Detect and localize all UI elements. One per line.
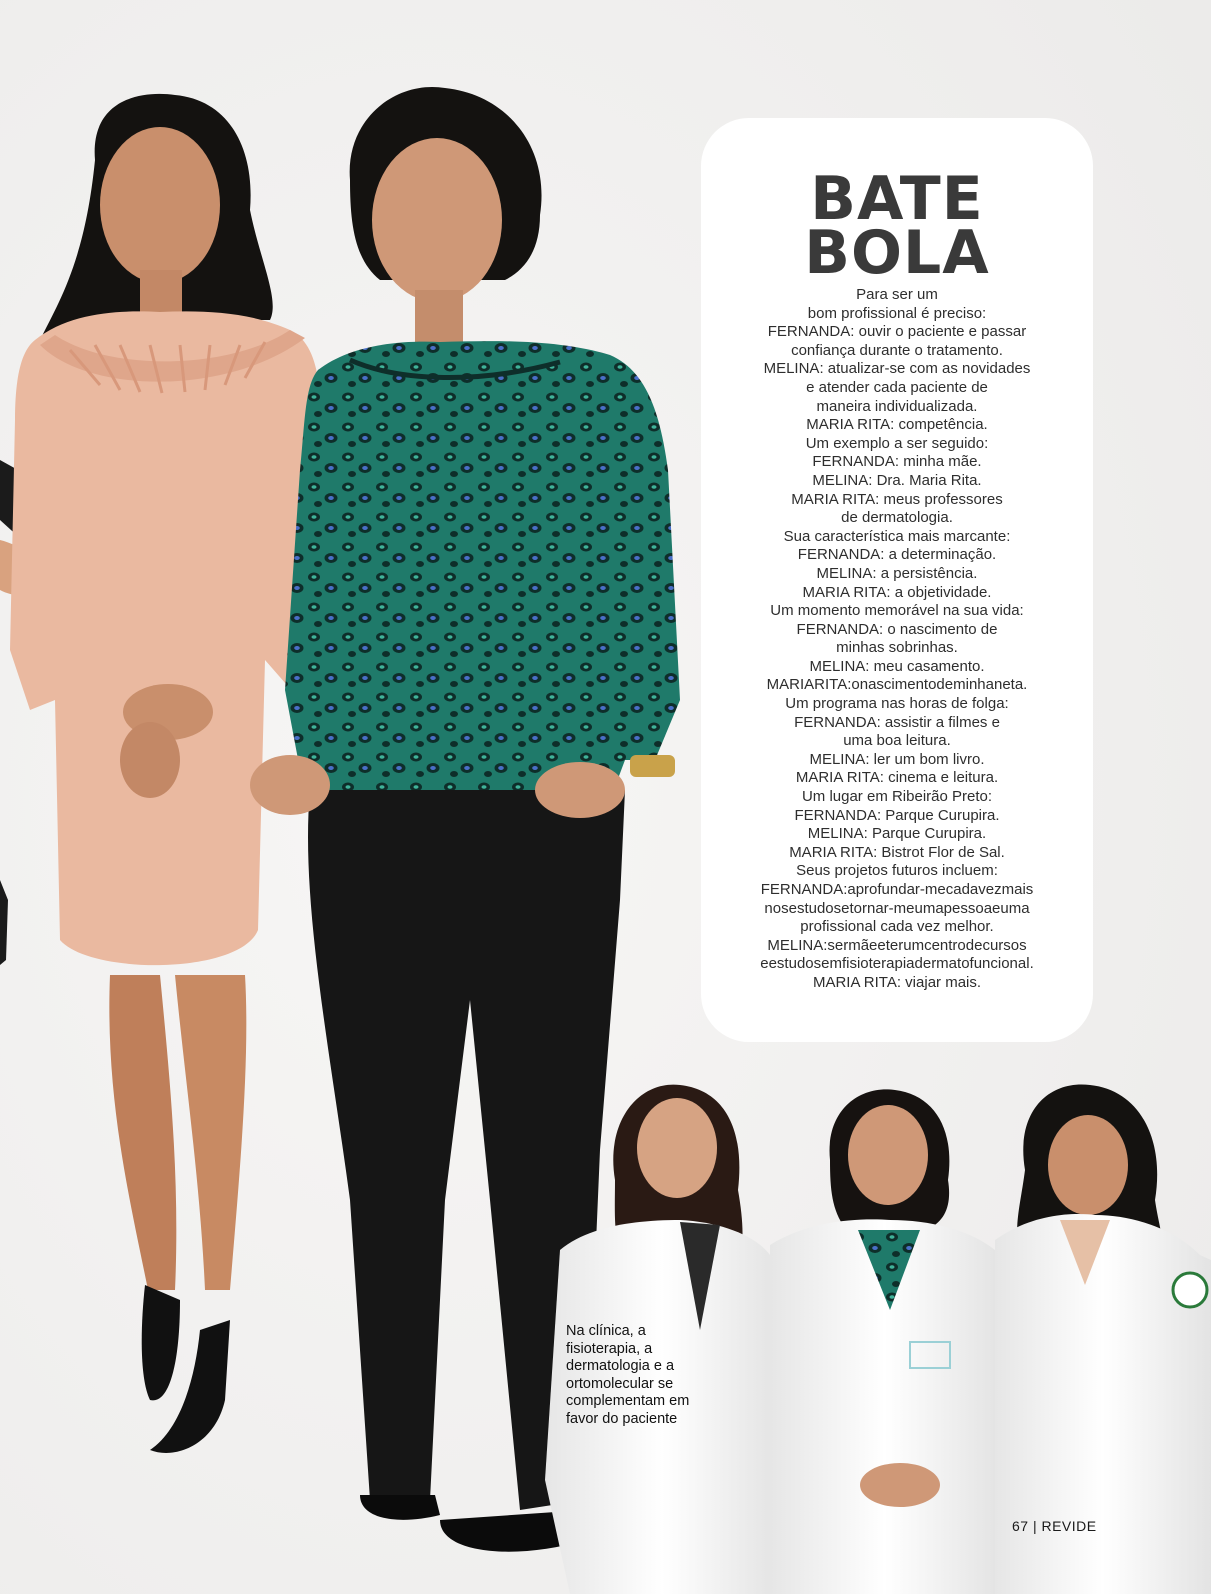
caption-line: fisioterapia, a xyxy=(566,1340,653,1357)
qa-line: de dermatologia. xyxy=(841,509,953,527)
qa-line: maneira individualizada. xyxy=(816,397,978,415)
qa-line: Seus projetos futuros incluem: xyxy=(796,862,998,880)
qa-line: FERNANDA: o nascimento de xyxy=(796,620,998,638)
qa-line: profissional cada vez melhor. xyxy=(800,918,994,936)
qa-line: MELINA: Dra. Maria Rita. xyxy=(812,471,982,489)
qa-line: MELINA: a persistência. xyxy=(816,564,978,582)
caption-line: Na clínica, a xyxy=(566,1323,646,1339)
qa-line: MARIA RITA: Bistrot Flor de Sal. xyxy=(789,843,1005,861)
qa-line: MELINA: Parque Curupira. xyxy=(807,825,987,843)
qa-line: FERNANDA: assistir a filmes e xyxy=(794,713,1000,731)
bate-bola-title-line: BATE xyxy=(810,164,984,234)
photo-caption xyxy=(566,1323,716,1428)
qa-line: confiança durante o tratamento. xyxy=(791,341,1003,359)
qa-line: MARIA RITA: competência. xyxy=(806,416,988,434)
page-folio: 67 | REVIDE xyxy=(1012,1518,1097,1534)
qa-line: bom profissional é preciso: xyxy=(807,304,987,322)
qa-line: FERNANDA: ouvir o paciente e passar xyxy=(767,323,1027,341)
bate-bola-questionnaire xyxy=(701,286,1093,993)
qa-line: MELINA: ler um bom livro. xyxy=(809,750,985,768)
qa-line: minhas sobrinhas. xyxy=(836,639,958,657)
qa-line: MARIARITA:onascimentodeminhaneta. xyxy=(766,676,1028,694)
qa-line: nosestudosetornar-meumapessoaeuma xyxy=(764,899,1030,917)
qa-line: MARIA RITA: meus professores xyxy=(791,490,1003,508)
qa-line: Sua característica mais marcante: xyxy=(783,527,1011,545)
qa-line: MARIA RITA: cinema e leitura. xyxy=(795,769,999,787)
qa-line: FERNANDA: minha mãe. xyxy=(812,453,982,471)
caption-line: ortomolecular se xyxy=(566,1375,674,1392)
qa-line: Para ser um xyxy=(856,286,938,303)
qa-line: MELINA: atualizar-se com as novidades xyxy=(763,360,1031,378)
caption-line: complementam em xyxy=(566,1393,690,1409)
qa-line: Um exemplo a ser seguido: xyxy=(805,434,989,452)
qa-line: Um lugar em Ribeirão Preto: xyxy=(801,788,993,806)
qa-line: FERNANDA: a determinação. xyxy=(797,546,997,564)
qa-line: MELINA:sermãeeterumcentrodecursos xyxy=(767,936,1027,954)
qa-line: uma boa leitura. xyxy=(843,732,951,750)
caption-line: favor do paciente xyxy=(566,1410,678,1427)
caption-line: dermatologia e a xyxy=(566,1358,675,1374)
qa-line: e atender cada paciente de xyxy=(806,378,988,396)
qa-line: eestudosemfisioterapiadermatofuncional. xyxy=(760,955,1034,973)
qa-line: MARIA RITA: viajar mais. xyxy=(812,973,982,991)
qa-line: MELINA: meu casamento. xyxy=(809,657,985,675)
bate-bola-title xyxy=(701,164,1093,288)
bate-bola-title-line: BOLA xyxy=(804,218,990,288)
bate-bola-box xyxy=(701,118,1093,1042)
qa-line: FERNANDA: Parque Curupira. xyxy=(794,806,1000,824)
qa-line: Um programa nas horas de folga: xyxy=(785,695,1009,713)
qa-line: Um momento memorável na sua vida: xyxy=(770,602,1024,620)
qa-line: MARIA RITA: a objetividade. xyxy=(802,583,992,601)
qa-line: FERNANDA:aprofundar-mecadavezmais xyxy=(760,881,1034,898)
